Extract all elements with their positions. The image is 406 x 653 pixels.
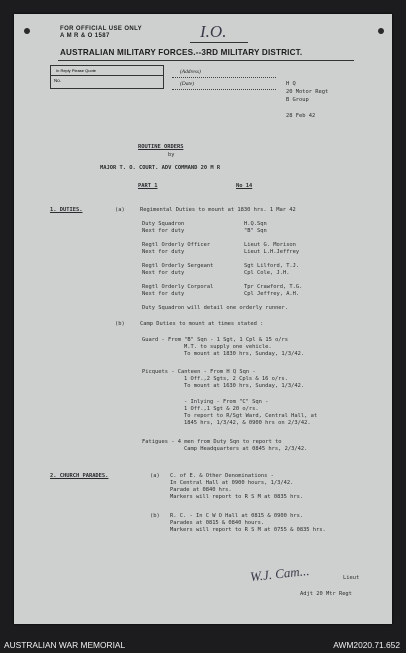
duty-name: Sgt Lilford, T.J. bbox=[244, 263, 300, 269]
church-a-line: In Central Hall at 0900 hours, 1/3/42. bbox=[170, 480, 294, 486]
section1-a-label: (a) bbox=[115, 207, 125, 213]
section1-b-text: Camp Duties to mount at times stated : bbox=[140, 321, 264, 327]
duty-name: Tpr Crawford, T.G. bbox=[244, 284, 303, 290]
duty-name: Cpl Cole, J.H. bbox=[244, 270, 290, 276]
section1-heading: 1. DUTIES. bbox=[50, 207, 83, 213]
title-rule bbox=[58, 60, 354, 61]
reply-box bbox=[50, 65, 164, 89]
church-a-line: Parade at 0840 hrs. bbox=[170, 487, 232, 493]
church-b-line: R. C. - In C W O Hall at 0815 & 0900 hrs. bbox=[170, 513, 304, 519]
io-annotation: I.O. bbox=[200, 22, 227, 41]
orders-title: ROUTINE ORDERS bbox=[138, 144, 184, 150]
duty-role: Regtl Orderly Officer bbox=[142, 242, 211, 248]
section2-b-label: (b) bbox=[150, 513, 160, 519]
church-a-line: Markers will report to R S M at 0835 hrs. bbox=[170, 494, 304, 500]
duty-role: Duty Squadron bbox=[142, 221, 185, 227]
footer-accession: AWM2020.71.652 bbox=[333, 640, 400, 650]
guard-line: Guard - From "B" Sqn - 1 Sgt, 1 Cpl & 15 o/rs bbox=[142, 337, 289, 343]
church-b-line: Parades at 0815 & 0840 hours. bbox=[170, 520, 265, 526]
duty-role: Next for duty bbox=[142, 228, 185, 234]
picquets-line: Picquets - Canteen - From H Q Sqn - bbox=[142, 369, 256, 375]
duty-role: Next for duty bbox=[142, 270, 185, 276]
duty-role: Regtl Orderly Sergeant bbox=[142, 263, 214, 269]
duty-name: H.Q.Sqn bbox=[244, 221, 267, 227]
duty-name: Lieut L.H.Jeffrey bbox=[244, 249, 300, 255]
section1-a-text: Regimental Duties to mount at 1830 hrs. 1 Mar 42 bbox=[140, 207, 296, 213]
church-a-line: C. of E. & Other Denominations - bbox=[170, 473, 274, 479]
duty-role: Next for duty bbox=[142, 291, 185, 297]
signature-rank: Lieut bbox=[343, 575, 360, 581]
section2-a-label: (a) bbox=[150, 473, 160, 479]
orders-part: PART 1 bbox=[138, 183, 158, 189]
duty-name: "B" Sqn bbox=[244, 228, 267, 234]
orders-by: by bbox=[168, 152, 175, 158]
runner-note: Duty Squadron will detail one orderly runner. bbox=[142, 305, 289, 311]
sender-date: 28 Feb 42 bbox=[286, 113, 316, 119]
picquets-line: 1 Off.,2 Sgts, 2 Cpls & 16 o/rs. bbox=[184, 376, 288, 382]
inlying-line: - Inlying - From "C" Sqn - bbox=[184, 399, 269, 405]
sender-line: 20 Motor Regt bbox=[286, 89, 329, 95]
signature-role: Adjt 20 Mtr Regt bbox=[300, 591, 352, 597]
orders-officer: MAJOR T. O. COURT. ADV COMMAND 20 M R bbox=[100, 165, 221, 171]
orders-number: No 14 bbox=[236, 183, 253, 189]
document-title: AUSTRALIAN MILITARY FORCES.--3RD MILITARY DISTRICT. bbox=[60, 48, 303, 57]
guard-line: M.T. to supply one vehicle. bbox=[184, 344, 272, 350]
date-label: (Date) bbox=[180, 81, 195, 87]
fatigues-line: Camp Headquarters at 0845 hrs, 2/3/42. bbox=[184, 446, 308, 452]
punch-hole bbox=[24, 28, 30, 34]
archive-footer bbox=[0, 638, 406, 653]
handwritten-signature: W.J. Cam... bbox=[249, 562, 311, 585]
duty-name: Cpl Jeffrey, A.H. bbox=[244, 291, 300, 297]
address-label: (Address) bbox=[180, 69, 201, 75]
guard-line: To mount at 1830 hrs, Sunday, 1/3/42. bbox=[184, 351, 305, 357]
inlying-line: 1 Off.,1 Sgt & 20 o/rs. bbox=[184, 406, 259, 412]
footer-institution: AUSTRALIAN WAR MEMORIAL bbox=[4, 640, 126, 650]
sender-line: B Group bbox=[286, 97, 309, 103]
inlying-line: 1845 hrs, 1/3/42, & 0900 hrs on 2/3/42. bbox=[184, 420, 311, 426]
official-use-stamp: FOR OFFICIAL USE ONLY bbox=[60, 26, 143, 32]
reply-box-number: No. bbox=[54, 78, 62, 83]
duty-role: Next for duty bbox=[142, 249, 185, 255]
church-b-line: Markers will report to R S M at 0755 & 0835 hrs. bbox=[170, 527, 326, 533]
section1-b-label: (b) bbox=[115, 321, 125, 327]
inlying-line: To report to R/Sgt Ward, Central Hall, at bbox=[184, 413, 318, 419]
section2-heading: 2. CHURCH PARADES. bbox=[50, 473, 109, 479]
form-code: A M R & O 1587 bbox=[60, 33, 110, 39]
duty-role: Regtl Orderly Corporal bbox=[142, 284, 214, 290]
io-underline bbox=[190, 42, 248, 43]
fatigues-line: Fatigues - 4 men from Duty Sqn to report to bbox=[142, 439, 282, 445]
duty-name: Lieut G. Morison bbox=[244, 242, 296, 248]
punch-hole bbox=[378, 28, 384, 34]
reply-box-label: In Reply Please Quote bbox=[56, 68, 97, 73]
sender-line: H Q bbox=[286, 81, 296, 87]
picquets-line: To mount at 1630 hrs, Sunday, 1/3/42. bbox=[184, 383, 305, 389]
